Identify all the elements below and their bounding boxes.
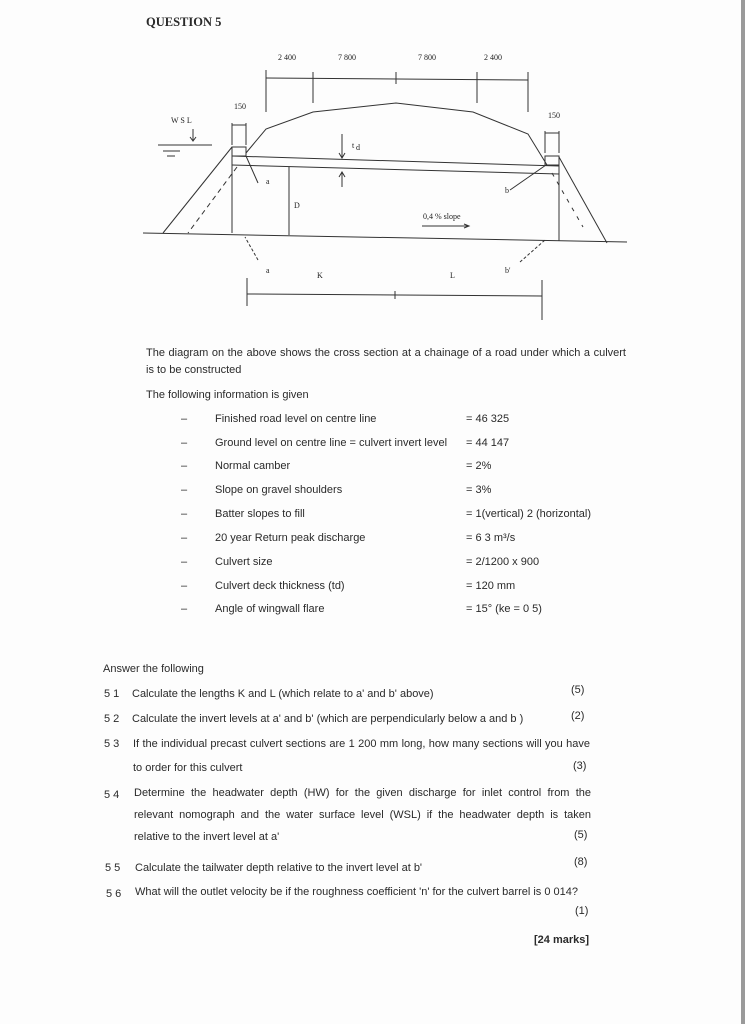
question-marks: (5) xyxy=(571,684,585,696)
point-b-prime-label: b' xyxy=(505,266,511,275)
right-headwall xyxy=(545,156,559,165)
dim-label: 2 400 xyxy=(278,53,296,62)
question-number: 5 1 xyxy=(104,688,120,700)
d-label: D xyxy=(294,201,300,210)
given-label: 20 year Return peak discharge xyxy=(215,532,366,544)
question-text: What will the outlet velocity be if the roughness coefficient 'n' for the culvert barrel is 0 014? xyxy=(135,886,579,898)
dim-label: 2 400 xyxy=(484,53,502,62)
question-title: QUESTION 5 xyxy=(146,15,222,29)
question-marks: (5) xyxy=(574,829,588,841)
question-text: Calculate the invert levels at a' and b' (which are perpendicularly below a and b ) xyxy=(132,713,524,725)
given-value: = 1(vertical) 2 (horizontal) xyxy=(466,508,592,520)
given-label: Normal camber xyxy=(215,460,291,472)
question-number: 5 3 xyxy=(104,738,120,750)
dim-label: 7 800 xyxy=(418,53,436,62)
question-text: Determine the headwater depth (HW) for the given discharge for inlet control from the relevant nomograph and the water surface level (WSL) if the headwater depth is taken relative to the invert level at a' xyxy=(134,787,591,843)
question-text: If the individual precast culvert sections are 1 200 mm long, how many sections will you have to order for this culvert xyxy=(133,738,590,774)
given-label: Batter slopes to fill xyxy=(215,508,305,520)
question-number: 5 5 xyxy=(105,862,121,874)
given-value: = 2% xyxy=(466,460,492,472)
given-value: = 3% xyxy=(466,484,492,496)
given-value: = 6 3 m³/s xyxy=(466,532,516,544)
td-label: t xyxy=(352,141,355,150)
right-batter xyxy=(559,157,607,243)
ground-line xyxy=(143,233,627,242)
given-label: Culvert deck thickness (td) xyxy=(215,580,345,592)
intro-paragraph: The diagram on the above shows the cross section at a chainage of a road under which a culvert is to be constructed xyxy=(146,347,626,376)
dim-label: 7 800 xyxy=(338,53,356,62)
point-b-label: b xyxy=(505,186,509,195)
question-text: Calculate the lengths K and L (which relate to a' and b' above) xyxy=(132,688,434,700)
bullet-dash: – xyxy=(181,532,188,544)
question-number: 5 6 xyxy=(106,888,122,900)
bullet-dash: – xyxy=(181,603,188,615)
deck-bottom xyxy=(232,165,559,174)
top-dimension-line xyxy=(266,70,528,112)
td-subscript: d xyxy=(356,143,360,152)
point-a-label: a xyxy=(266,177,270,186)
k-label: K xyxy=(317,271,323,280)
culvert-cross-section-diagram xyxy=(0,0,745,330)
left-headwall xyxy=(232,147,246,156)
given-value: = 120 mm xyxy=(466,580,516,592)
given-heading: The following information is given xyxy=(146,389,309,401)
given-value: = 44 147 xyxy=(466,437,510,449)
l-label: L xyxy=(450,271,455,280)
question-number: 5 4 xyxy=(104,789,120,801)
question-marks: (3) xyxy=(573,760,587,772)
bullet-dash: – xyxy=(181,580,188,592)
headwall-width-label: 150 xyxy=(548,111,560,120)
given-label: Angle of wingwall flare xyxy=(215,603,325,615)
headwall-width-label: 150 xyxy=(234,102,246,111)
bullet-dash: – xyxy=(181,556,188,568)
given-label: Culvert size xyxy=(215,556,273,568)
given-label: Ground level on centre line = culvert invert level xyxy=(215,437,448,449)
bullet-dash: – xyxy=(181,484,188,496)
point-a-prime-label: a xyxy=(266,266,270,275)
wsl-label: W S L xyxy=(171,116,192,125)
deck-top xyxy=(232,156,559,166)
question-text: Calculate the tailwater depth relative to the invert level at b' xyxy=(135,862,423,874)
bullet-dash: – xyxy=(181,413,188,425)
question-marks: (8) xyxy=(574,856,588,868)
given-label: Slope on gravel shoulders xyxy=(215,484,343,496)
total-marks: [24 marks] xyxy=(534,934,590,946)
slope-label: 0,4 % slope xyxy=(423,212,461,221)
question-marks: (2) xyxy=(571,710,585,722)
question-marks: (1) xyxy=(575,905,589,917)
answer-heading: Answer the following xyxy=(103,663,204,675)
given-label: Finished road level on centre line xyxy=(215,413,377,425)
question-number: 5 2 xyxy=(104,713,120,725)
bullet-dash: – xyxy=(181,508,188,520)
given-value: = 15° (ke = 0 5) xyxy=(466,603,542,615)
road-profile xyxy=(246,103,547,165)
bullet-dash: – xyxy=(181,460,188,472)
bullet-dash: – xyxy=(181,437,188,449)
given-value: = 46 325 xyxy=(466,413,510,425)
given-value: = 2/1200 x 900 xyxy=(466,556,540,568)
